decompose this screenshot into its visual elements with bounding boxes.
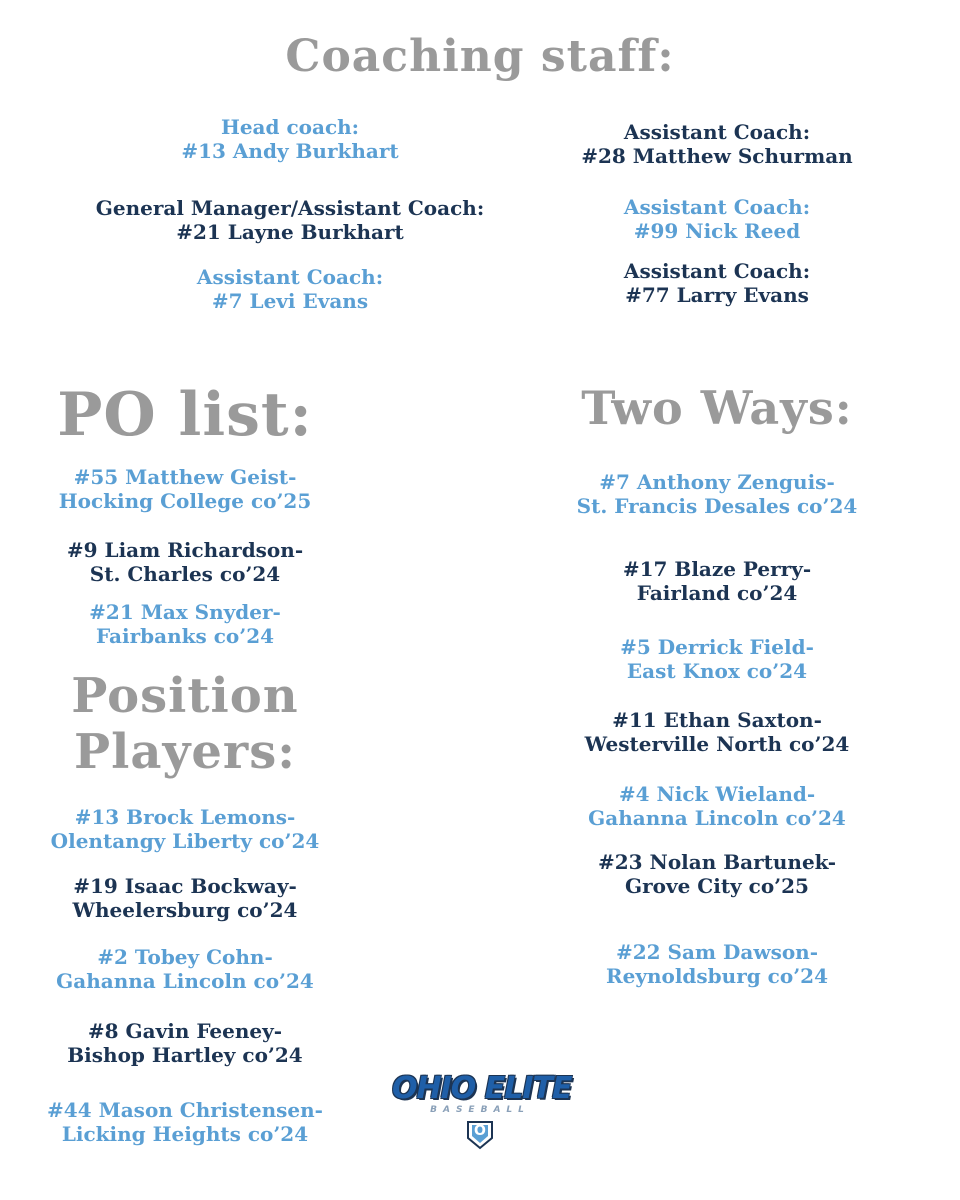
player-name: #8 Gavin Feeney- [87,1019,283,1043]
coach-name: #99 Nick Reed [633,219,801,243]
player-school: Fairland co’24 [636,581,798,605]
coach-role: Assistant Coach: [196,265,384,289]
player-entry [517,940,917,988]
player-school: Fairbanks co’24 [95,624,275,648]
player-name: #19 Isaac Bockway- [73,874,297,898]
player-name: #44 Mason Christensen- [47,1098,323,1122]
player-entry [0,805,370,853]
player-name: #22 Sam Dawson- [615,940,819,964]
player-name: #9 Liam Richardson- [66,538,304,562]
player-entry [0,945,370,993]
coach-role: Assistant Coach: [623,259,811,283]
coach-role: Head coach: [220,115,360,139]
coach-entry [517,259,917,307]
logo-badge-letter: O [474,1123,486,1139]
player-name: #5 Derrick Field- [620,635,814,659]
player-school: Bishop Hartley co’24 [67,1043,303,1067]
player-school: Olentangy Liberty co’24 [50,829,320,853]
player-entry [0,465,370,513]
home-plate-badge-icon [466,1120,494,1150]
coach-role: General Manager/Assistant Coach: [95,196,485,220]
coach-entry [110,115,470,163]
coach-name: #21 Layne Burkhart [176,220,404,244]
player-school: Westerville North co’24 [584,732,850,756]
player-school: Wheelersburg co’24 [72,898,298,922]
player-name: #13 Brock Lemons- [74,805,296,829]
player-name: #7 Anthony Zenguis- [599,470,835,494]
coach-role: Assistant Coach: [623,195,811,219]
player-entry [517,850,917,898]
player-school: Licking Heights co’24 [61,1122,309,1146]
player-name: #55 Matthew Geist- [73,465,297,489]
player-entry [517,782,917,830]
position-players-heading [0,668,370,780]
player-school: St. Charles co’24 [89,562,281,586]
coach-entry [517,195,917,243]
player-entry [0,1098,370,1146]
ohio-elite-logo [392,1071,572,1152]
logo-title: OHIO ELITE [392,1071,572,1106]
player-school: Hocking College co’25 [58,489,312,513]
player-entry [0,1019,370,1067]
player-school: St. Francis Desales co’24 [576,494,858,518]
player-name: #23 Nolan Bartunek- [597,850,837,874]
player-name: #2 Tobey Cohn- [97,945,273,969]
logo-subtitle: BASEBALL [430,1105,530,1115]
po-list-heading: PO list: [57,380,313,450]
player-school: Gahanna Lincoln co’24 [56,969,314,993]
player-name: #21 Max Snyder- [89,600,281,624]
position-heading-line: Position [71,668,299,724]
player-entry [517,557,917,605]
coach-entry [40,196,540,244]
player-school: East Knox co’24 [626,659,808,683]
player-school: Grove City co’25 [625,874,809,898]
player-entry [0,538,370,586]
player-school: Gahanna Lincoln co’24 [588,806,846,830]
player-name: #11 Ethan Saxton- [612,708,822,732]
player-entry [0,874,370,922]
player-entry [0,600,370,648]
player-school: Reynoldsburg co’24 [605,964,828,988]
player-entry [517,635,917,683]
coach-name: #7 Levi Evans [211,289,369,313]
position-heading-line: Players: [74,724,296,780]
player-name: #17 Blaze Perry- [622,557,812,581]
coach-name: #13 Andy Burkhart [181,139,399,163]
two-ways-heading: Two Ways: [581,381,853,435]
player-entry [517,708,917,756]
player-entry [517,470,917,518]
coach-name: #77 Larry Evans [625,283,809,307]
coach-entry [110,265,470,313]
player-name: #4 Nick Wieland- [618,782,816,806]
coach-entry [517,120,917,168]
coach-role: Assistant Coach: [623,120,811,144]
coaching-staff-heading: Coaching staff: [285,31,675,82]
coach-name: #28 Matthew Schurman [581,144,853,168]
